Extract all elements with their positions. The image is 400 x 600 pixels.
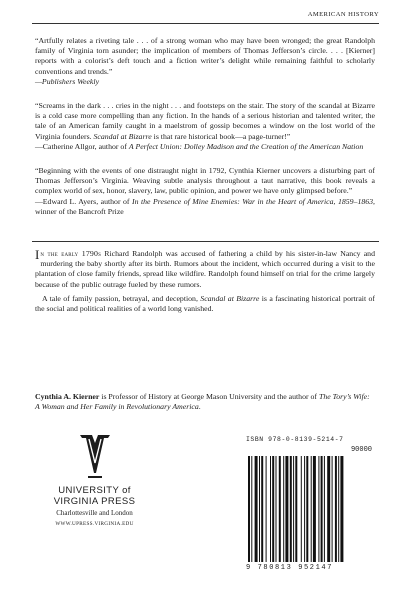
blurbs	[35, 36, 375, 231]
barcode-bar	[335, 456, 337, 562]
book-description	[35, 249, 375, 318]
barcode-bar	[266, 456, 267, 562]
barcode-bar	[270, 456, 271, 562]
description-paragraph-1: In the early 1790s Richard Randolph was accused of fathering a child by his sister-in-law Nancy and murdering the baby shortly after its birth. Rumors about the incident, which occurred during a visit to the plantation of close family friends, spread like wildfire. Randolph found himself on trial for the crime largely because of the public outrage fueled by these rumors.	[35, 247, 375, 289]
barcode-block	[246, 436, 374, 572]
press-name-line-1: UNIVERSITY of	[58, 485, 131, 496]
blurb-quote: “Artfully relates a riveting tale . . . of a strong woman who may have been wronged; the great Randolph family of Virginia torn asunder; the implication of members of Thomas Jefferson’s circle. . . . [Kierner] reports with a colorist’s deft touch and a fiction writer’s delight while remaining faithful to scholarly conventions and trends.”	[35, 36, 375, 76]
publisher-block	[32, 433, 157, 527]
barcode-bar	[321, 456, 323, 562]
barcode-bar	[248, 456, 250, 562]
blurb-quote: “Beginning with the events of one distraught night in 1792, Cynthia Kierner uncovers a disturbing part of Thomas Jefferson’s Virginia. Weaving subtle analysis throughout a taut narrative, this book reveals a complex world of sex, honor, slavery, law, public opinion, and power we have only glimpsed before.”	[35, 166, 375, 196]
blurb-2	[35, 101, 375, 152]
blurb-source: —Catherine Allgor, author of A Perfect Union: Dolley Madison and the Creation of the American Nation	[35, 141, 364, 151]
press-url: WWW.UPRESS.VIRGINIA.EDU	[55, 521, 134, 527]
press-name-line-2: VIRGINIA PRESS	[53, 496, 136, 507]
category-label: AMERICAN HISTORY	[307, 11, 379, 18]
barcode-bar	[261, 456, 263, 562]
description-paragraph-2: A tale of family passion, betrayal, and deception, Scandal at Bizarre is a fascinating historical portrait of the social and political realities of a world long vanished.	[35, 293, 375, 314]
barcode-bar	[259, 456, 260, 562]
barcode-bar	[283, 456, 284, 562]
barcode-bar	[306, 456, 308, 562]
barcode-bar	[290, 456, 292, 562]
barcode-bar	[338, 456, 339, 562]
press-location: Charlottesville and London	[56, 509, 133, 517]
barcode-bar	[313, 456, 316, 562]
barcode-icon	[248, 456, 372, 562]
barcode-bar	[311, 456, 312, 562]
barcode-bar	[318, 456, 319, 562]
isbn-text: ISBN 978-0-8139-5214-7	[246, 436, 344, 443]
author-name: Cynthia A. Kierner	[35, 392, 100, 401]
barcode-bar	[295, 456, 297, 562]
barcode-bar	[324, 456, 325, 562]
blurb-1	[35, 36, 375, 87]
blurb-3	[35, 166, 375, 217]
university-press-v-logo-icon	[78, 433, 112, 481]
middle-rule	[32, 241, 379, 242]
barcode-bar	[251, 456, 252, 562]
price-code: 90000	[350, 446, 372, 454]
barcode-bar	[301, 456, 302, 562]
barcode-bar	[327, 456, 330, 562]
barcode-bar	[272, 456, 274, 562]
blurb-source: —Publishers Weekly	[35, 76, 100, 86]
blurb-quote: “Screams in the dark . . . cries in the night . . . and footsteps on the stair. The story of the scandal at Bizarre is a cold case more compelling than any fiction. In the hands of a serious historian and talented writer, the tale of an American family caught in a maelstrom of gossip becomes a window on the lost world of the Virginia founders. Scandal at Bizarre is that rare historical book—a page-turner!”	[35, 101, 375, 141]
author-prior-book: The Tory’s Wife: A Woman and Her Family in Revolutionary America	[35, 392, 370, 412]
barcode-bar	[340, 456, 343, 562]
barcode-bar	[304, 456, 305, 562]
barcode-bar	[255, 456, 258, 562]
barcode-bar	[285, 456, 288, 562]
top-rule	[32, 23, 379, 24]
barcode-bar	[332, 456, 333, 562]
barcode-bar	[293, 456, 294, 562]
barcode-digits: 9 780813 952147	[246, 564, 334, 572]
author-bio: Cynthia A. Kierner is Professor of History at George Mason University and the author of The Tory’s Wife: A Woman and Her Family in Revolutionary America.	[35, 392, 370, 412]
barcode-bar	[276, 456, 277, 562]
blurb-source: —Edward L. Ayers, author of In the Presence of Mine Enemies: War in the Heart of America, 1859–1863, winner of the Bancroft Prize	[35, 196, 375, 216]
barcode-bar	[279, 456, 281, 562]
